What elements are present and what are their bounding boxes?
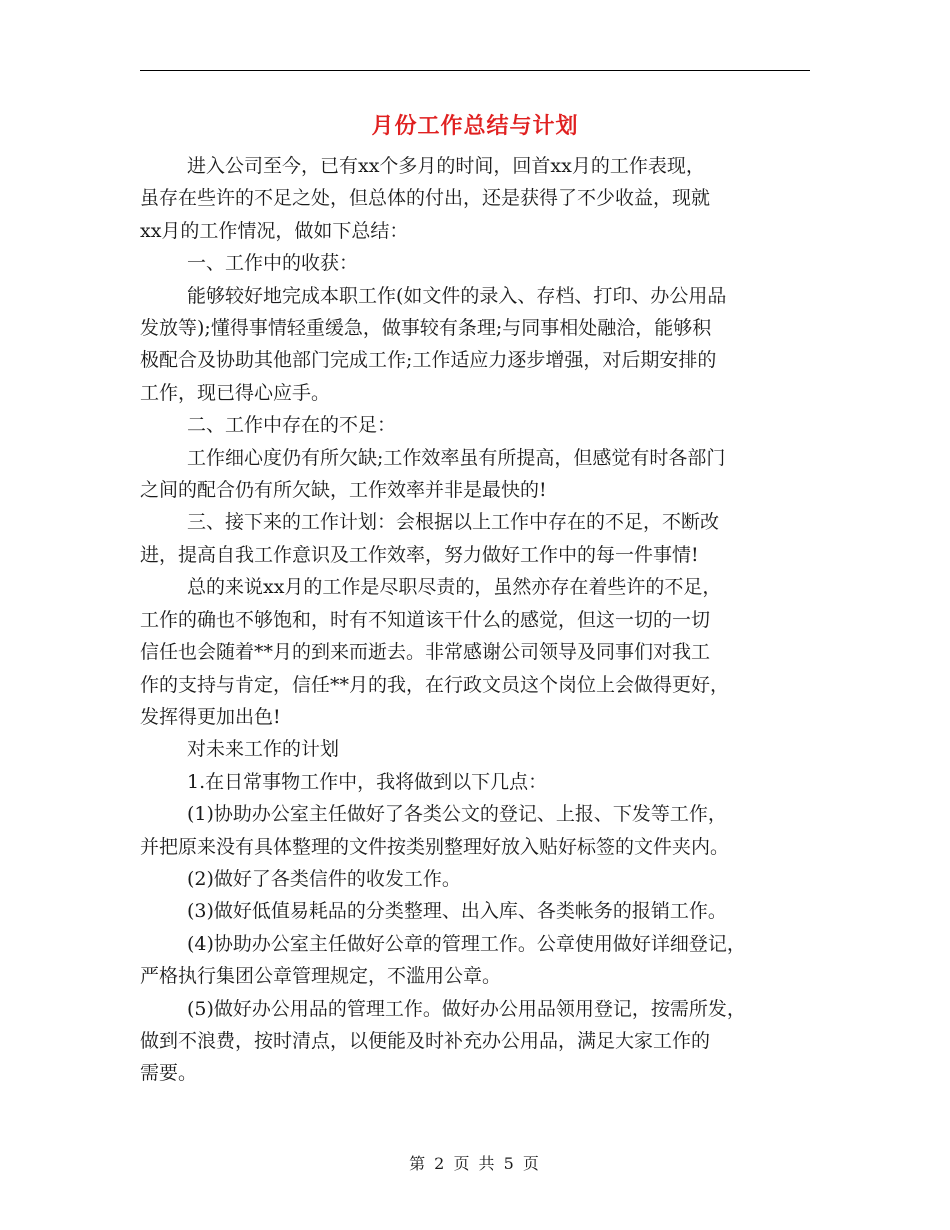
body-line: 之间的配合仍有所欠缺，工作效率并非是最快的! <box>140 479 547 502</box>
body-line: 总的来说xx月的工作是尽职尽责的，虽然亦存在着些许的不足， <box>187 576 722 599</box>
body-line: 进入公司至今，已有xx个多月的时间，回首xx月的工作表现， <box>187 155 705 177</box>
list-item-continuation: 需要。 <box>140 1062 198 1085</box>
body-line: 工作的确也不够饱和，时有不知道该干什么的感觉，但这一切的一切 <box>140 608 711 631</box>
body-line: 工作细心度仍有所欠缺;工作效率虽有所提高，但感觉有时各部门 <box>187 446 726 469</box>
body-line: 发放等);懂得事情轻重缓急，做事较有条理;与同事相处融洽，能够积 <box>140 317 712 340</box>
list-item: 1.在日常事物工作中，我将做到以下几点： <box>187 770 548 793</box>
list-item-continuation: 严格执行集团公章管理规定，不滥用公章。 <box>140 965 502 988</box>
document-body <box>140 150 810 1090</box>
body-line: 信任也会随着**月的到来而逝去。非常感谢公司领导及同事们对我工 <box>140 641 711 664</box>
list-item: (2)做好了各类信件的收发工作。 <box>187 867 461 890</box>
section-heading: 对未来工作的计划 <box>187 738 340 761</box>
body-line: 极配合及协助其他部门完成工作;工作适应力逐步增强，对后期安排的 <box>140 349 717 372</box>
body-line: 工作，现已得心应手。 <box>140 381 331 404</box>
body-line: 进，提高自我工作意识及工作效率，努力做好工作中的每一件事情! <box>140 543 699 566</box>
section-heading: 三、接下来的工作计划：会根据以上工作中存在的不足，不断改 <box>187 511 720 534</box>
body-line: 作的支持与肯定，信任**月的我，在行政文员这个岗位上会做得更好， <box>140 673 730 696</box>
section-heading: 一、工作中的收获： <box>187 252 359 275</box>
section-heading: 二、工作中存在的不足： <box>187 414 397 437</box>
list-item: (1)协助办公室主任做好了各类公文的登记、上报、下发等工作， <box>187 803 727 826</box>
list-item-continuation: 做到不浪费，按时清点，以便能及时补充办公用品，满足大家工作的 <box>140 1029 711 1052</box>
body-line: xx月的工作情况，做如下总结： <box>140 219 409 242</box>
list-item: (4)协助办公室主任做好公章的管理工作。公章使用做好详细登记， <box>187 932 746 955</box>
page-number-footer: 第 2 页 共 5 页 <box>409 1154 541 1173</box>
header-rule <box>140 70 810 71</box>
list-item: (3)做好低值易耗品的分类整理、出入库、各类帐务的报销工作。 <box>187 900 727 923</box>
document-title: 月份工作总结与计划 <box>371 113 579 139</box>
body-line: 能够较好地完成本职工作(如文件的录入、存档、打印、办公用品 <box>187 284 727 307</box>
list-item: (5)做好办公用品的管理工作。做好办公用品领用登记，按需所发， <box>187 997 746 1020</box>
list-item-continuation: 并把原来没有具体整理的文件按类别整理好放入贴好标签的文件夹内。 <box>140 835 730 858</box>
body-line: 发挥得更加出色! <box>140 705 281 728</box>
body-line: 虽存在些许的不足之处，但总体的付出，还是获得了不少收益，现就 <box>140 187 711 210</box>
